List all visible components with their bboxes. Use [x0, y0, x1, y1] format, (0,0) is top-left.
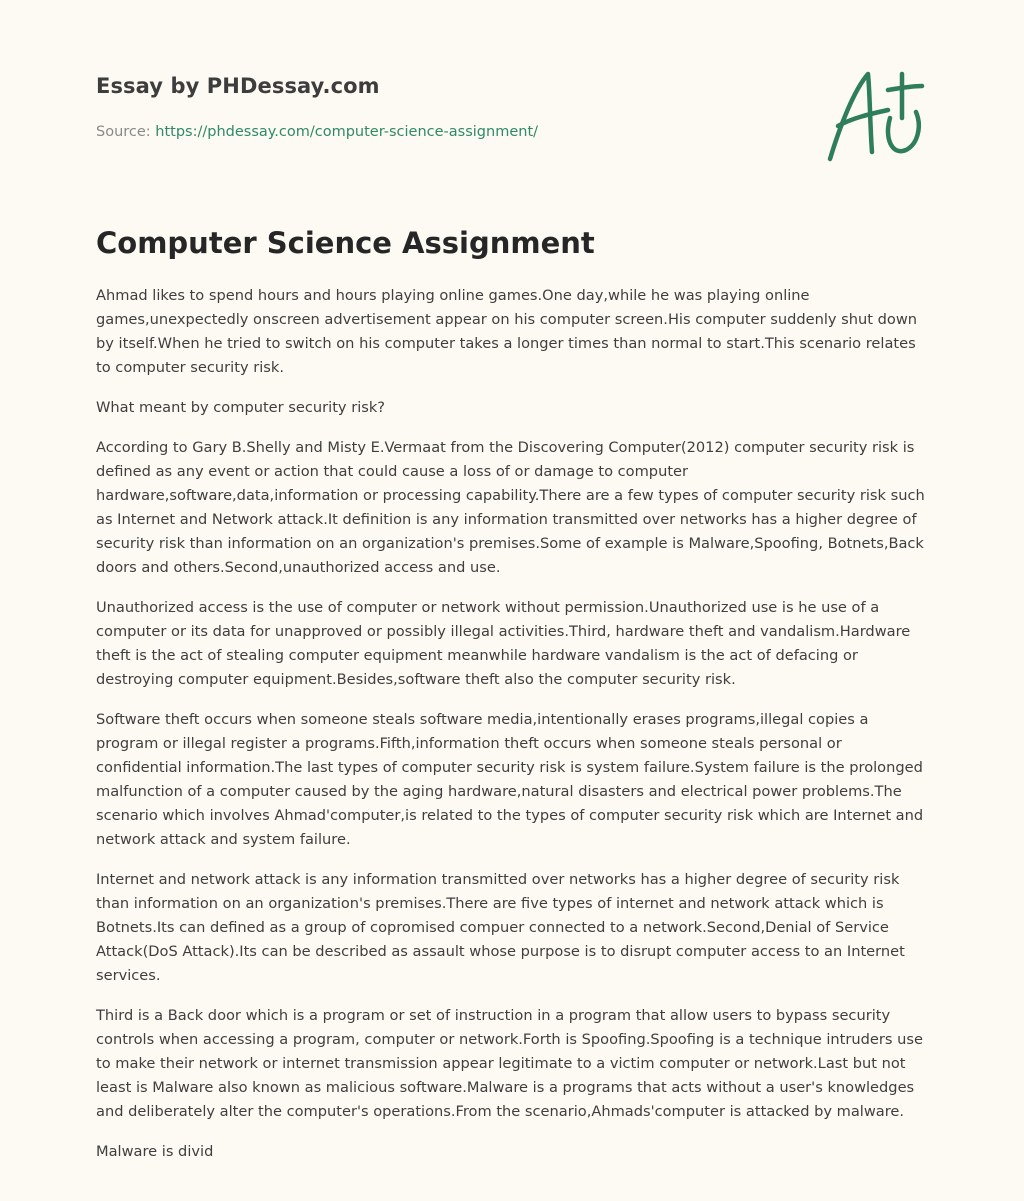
site-brand: Essay by PHDessay.com: [96, 74, 380, 98]
a-plus-grade-icon: [818, 66, 930, 166]
source-label: Source:: [96, 124, 156, 140]
essay-header: [96, 74, 928, 140]
source-link[interactable]: https://phdessay.com/computer-science-assignment/: [155, 124, 539, 140]
essay-paragraph: According to Gary B.Shelly and Misty E.Vermaat from the Discovering Computer(2012) computer security risk is defined as any event or action that could cause a loss of or damage to computer hardware,software,data,information or processing capability.There are a few types of computer security risk such as Internet and Network attack.It definition is any information transmitted over networks has a higher degree of security risk than information on an organization's premises.Some of example is Malware,Spoofing, Botnets,Back doors and others.Second,unauthorized access and use.: [96, 439, 925, 576]
essay-paragraph: Unauthorized access is the use of computer or network without permission.Unauthorized use is he use of a computer or its data for unapproved or possibly illegal activities.Third, hardware theft and vandalism.Hardware theft is the act of stealing computer equipment meanwhile hardware vandalism is the act of defacing or destroying computer equipment.Besides,software theft also the computer security risk.: [96, 599, 911, 688]
essay-title: Computer Science Assignment: [96, 226, 595, 260]
essay-body: [96, 284, 928, 1180]
essay-paragraph: Ahmad likes to spend hours and hours playing online games.One day,while he was playing online games,unexpectedly onscreen advertisement appear on his computer screen.His computer suddenly shut down by itself.When he tried to switch on his computer takes a longer times than normal to start.This scenario relates to computer security risk.: [96, 287, 918, 376]
source-line: [96, 124, 538, 140]
essay-paragraph: Internet and network attack is any information transmitted over networks has a higher degree of security risk than information on an organization's premises.There are five types of internet and network attack which is Botnets.Its can defined as a group of copromised compuer connected to a network.Second,Denial of Service Attack(DoS Attack).Its can be described as assault whose purpose is to disrupt computer access to an Internet services.: [96, 871, 905, 984]
essay-paragraph: Malware is divid: [96, 1143, 214, 1160]
essay-paragraph: Software theft occurs when someone steals software media,intentionally erases programs,illegal copies a program or illegal register a programs.Fifth,information theft occurs when someone steals personal or confidential information.The last types of computer security risk is system failure.System failure is the prolonged malfunction of a computer caused by the aging hardware,natural disasters and electrical power problems.The scenario which involves Ahmad'computer,is related to the types of computer security risk which are Internet and network attack and system failure.: [96, 711, 924, 848]
essay-paragraph: Third is a Back door which is a program or set of instruction in a program that allow users to bypass security controls when accessing a program, computer or network.Forth is Spoofing.Spoofing is a technique intruders use to make their network or internet transmission appear legitimate to a victim computer or network.Last but not least is Malware also known as malicious software.Malware is a programs that acts without a user's knowledges and deliberately alter the computer's operations.From the scenario,Ahmads'computer is attacked by malware.: [96, 1007, 923, 1120]
essay-paragraph: What meant by computer security risk?: [96, 399, 386, 416]
